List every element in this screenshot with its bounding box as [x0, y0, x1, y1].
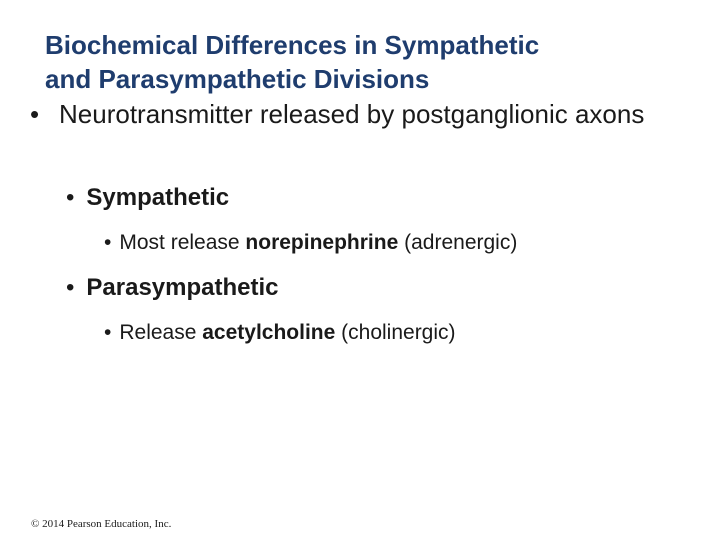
detail-text-pre: Release — [119, 321, 203, 344]
neurotransmitter-name: norepinephrine — [245, 231, 399, 254]
copyright-footer: © 2014 Pearson Education, Inc. — [31, 518, 172, 530]
bullet-marker: • — [104, 321, 112, 344]
bullet-marker: • — [30, 99, 40, 129]
slide-title-line-1: Biochemical Differences in Sympathetic — [45, 30, 540, 60]
slide-title-line-2: and Parasympathetic Divisions — [45, 64, 430, 94]
sub-bullet-heading: Sympathetic — [86, 184, 230, 211]
detail-bullet-sympathetic — [104, 229, 517, 257]
detail-text-post: (cholinergic) — [335, 321, 456, 344]
bullet-marker: • — [66, 274, 75, 301]
sub-bullet-heading: Parasympathetic — [86, 274, 279, 301]
neurotransmitter-name: acetylcholine — [202, 321, 336, 344]
main-bullet — [30, 96, 690, 132]
main-bullet-text: Neurotransmitter released by postganglionic axons — [59, 99, 645, 129]
slide-title — [45, 28, 685, 96]
detail-bullet-parasympathetic — [104, 319, 456, 347]
sub-bullet-sympathetic — [66, 183, 229, 213]
detail-text-post: (adrenergic) — [398, 231, 518, 254]
detail-text-pre: Most release — [119, 231, 246, 254]
bullet-marker: • — [104, 231, 112, 254]
sub-bullet-parasympathetic — [66, 273, 279, 303]
bullet-marker: • — [66, 184, 75, 211]
